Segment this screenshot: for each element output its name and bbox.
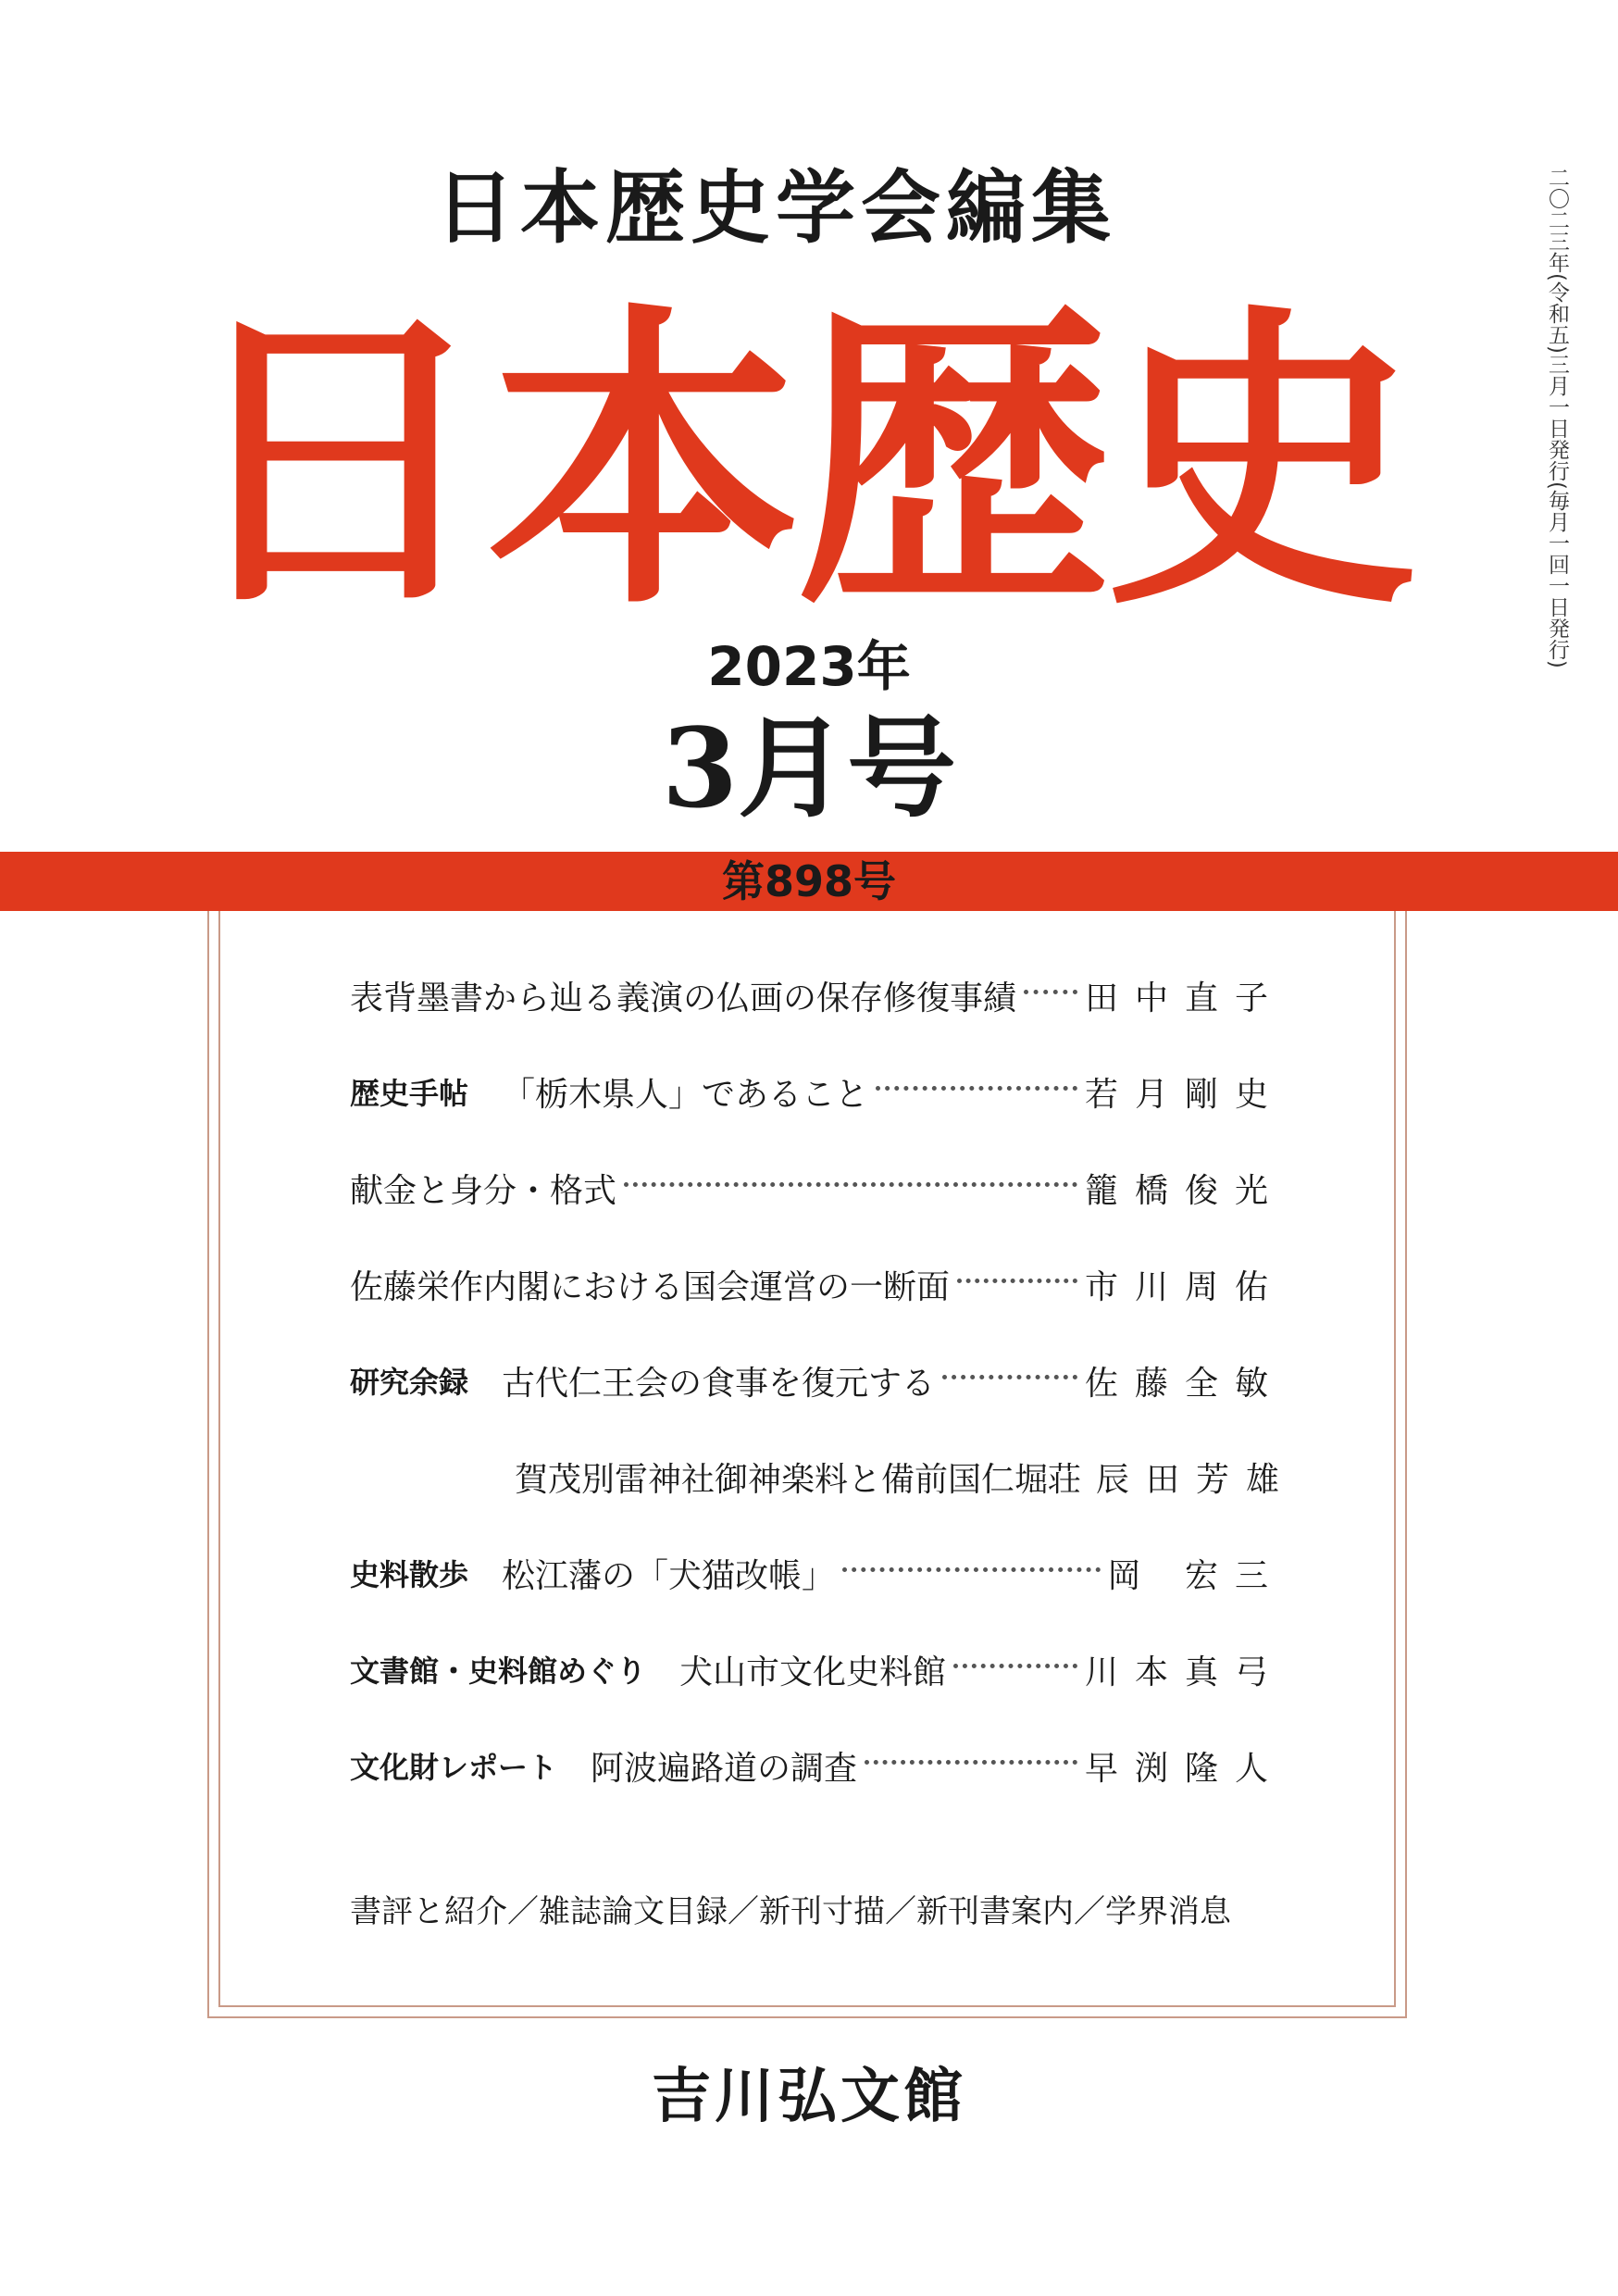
- toc-row: [350, 1059, 1285, 1124]
- toc-category: 研究余録: [350, 1365, 469, 1400]
- toc-author: 市川周佑: [1084, 1267, 1285, 1306]
- toc-row: [350, 1252, 1285, 1316]
- toc-leader-dots: [953, 1664, 1077, 1668]
- toc-author: 岡 宏三: [1107, 1556, 1285, 1595]
- issue-month: 3月号: [661, 704, 957, 832]
- toc-row: [350, 1348, 1285, 1413]
- magazine-title: 日本歴史: [178, 278, 1414, 647]
- toc-author: 佐藤全敏: [1084, 1364, 1285, 1403]
- toc-article: 松江藩の「犬猫改帳」: [502, 1556, 836, 1595]
- toc-article: 献金と身分・格式: [350, 1171, 617, 1210]
- toc-article: 古代仁王会の食事を復元する: [502, 1364, 936, 1403]
- toc-article: 「栃木県人」であること: [502, 1075, 869, 1114]
- toc-row: [350, 963, 1285, 1028]
- toc-leader-dots: [865, 1760, 1077, 1765]
- toc-article: 佐藤栄作内閣における国会運営の一断面: [350, 1267, 951, 1306]
- toc-row: [350, 1733, 1285, 1798]
- toc-category: 歴史手帖: [350, 1076, 469, 1111]
- publication-date-note: 二〇二三年(令和五)三月一日発行(毎月一回一日発行): [1545, 167, 1569, 668]
- toc-leader-dots: [624, 1182, 1077, 1187]
- toc-article: 賀茂別雷神社御神楽料と備前国仁堀荘: [515, 1460, 1082, 1499]
- toc-article: 阿波遍路道の調査: [591, 1749, 858, 1788]
- toc-category: 史料散歩: [350, 1557, 469, 1592]
- toc-leader-dots: [957, 1279, 1077, 1283]
- toc-row: [350, 1155, 1285, 1220]
- table-of-contents: [350, 963, 1297, 1963]
- toc-author: 田中直子: [1084, 979, 1285, 1017]
- toc-author: 辰田芳雄: [1096, 1460, 1297, 1499]
- toc-author: 川本真弓: [1084, 1653, 1285, 1691]
- publisher: 吉川弘文館: [652, 2062, 966, 2131]
- toc-category: 文書館・史料館めぐり: [350, 1653, 647, 1689]
- issue-year: 2023年: [707, 635, 911, 698]
- toc-leader-dots: [876, 1086, 1077, 1091]
- toc-leader-dots: [842, 1567, 1101, 1572]
- issue-number: 第898号: [721, 856, 897, 906]
- toc-leader-dots: [942, 1375, 1077, 1379]
- toc-row: [350, 1541, 1285, 1605]
- toc-leader-dots: [1024, 990, 1077, 994]
- editor-line: 日本歴史学会編集: [435, 162, 1116, 255]
- toc-author: 若月剛史: [1084, 1075, 1285, 1114]
- toc-article: 犬山市文化史料館: [679, 1653, 947, 1691]
- toc-row: [350, 1637, 1285, 1702]
- toc-misc-sections: 書評と紹介／雑誌論文目録／新刊寸描／新刊書案内／学界消息: [350, 1893, 1231, 1930]
- toc-row: [350, 1444, 1297, 1509]
- toc-article: 表背墨書から辿る義演の仏画の保存修復事績: [350, 979, 1017, 1017]
- toc-author: 早渕隆人: [1084, 1749, 1285, 1788]
- toc-category: 文化財レポート: [350, 1750, 558, 1785]
- toc-author: 籠橋俊光: [1084, 1171, 1285, 1210]
